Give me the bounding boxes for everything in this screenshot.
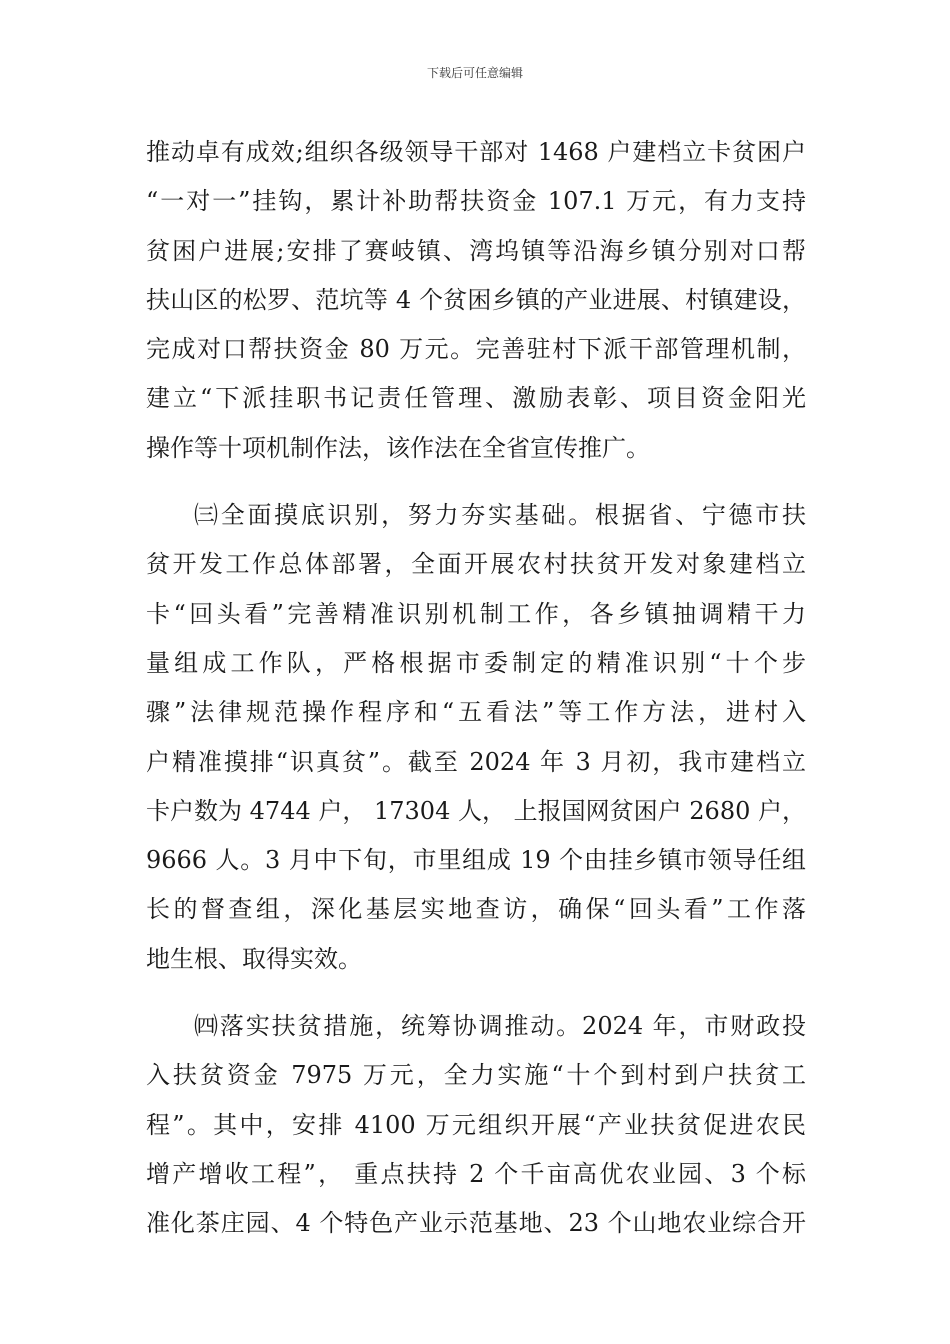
paragraph-gap bbox=[146, 984, 806, 1002]
text-line: 准化茶庄园、4 个特色产业示范基地、23 个山地农业综合开 bbox=[146, 1209, 806, 1238]
page-header: 下载后可任意编辑 bbox=[426, 66, 523, 80]
text-line: 量组成工作队，严格根据市委制定的精准识别“十个步 bbox=[146, 648, 806, 677]
text-line: 户精准摸排“识真贫”。截至 2024 年 3 月初，我市建档立 bbox=[146, 747, 806, 776]
text-line: “一对一”挂钩，累计补助帮扶资金 107.1 万元，有力支持 bbox=[146, 187, 806, 216]
text-line: 操作等十项机制作法，该作法在全省宣传推广。 bbox=[146, 433, 650, 462]
text-line: 卡“回头看”完善精准识别机制工作，各乡镇抽调精干力 bbox=[146, 599, 806, 628]
text-line: 推动卓有成效;组织各级领导干部对 1468 户建档立卡贫困户 bbox=[146, 138, 806, 166]
document-body bbox=[146, 128, 806, 1249]
paragraph bbox=[146, 128, 806, 473]
text-line: 扶山区的松罗、范坑等 4 个贫困乡镇的产业进展、村镇建设， bbox=[146, 285, 806, 314]
text-line: 贫困户进展;安排了赛岐镇、湾坞镇等沿海乡镇分别对口帮 bbox=[146, 236, 806, 265]
text-line: ㈢全面摸底识别，努力夯实基础。根据省、宁德市扶 bbox=[194, 501, 806, 530]
text-line: 9666 人。3 月中下旬，市里组成 19 个由挂乡镇市领导任组 bbox=[146, 846, 806, 875]
text-line: 长的督查组，深化基层实地查访，确保“回头看”工作落 bbox=[146, 895, 806, 924]
text-line: 程”。其中，安排 4100 万元组织开展“产业扶贫促进农民 bbox=[146, 1110, 806, 1139]
text-line: 入扶贫资金 7975 万元，全力实施“十个到村到户扶贫工 bbox=[146, 1061, 806, 1090]
paragraph bbox=[146, 491, 806, 984]
text-line: 卡户数为 4744 户， 17304 人， 上报国网贫困户 2680 户， bbox=[146, 796, 806, 825]
text-line: 建立“下派挂职书记责任管理、激励表彰、项目资金阳光 bbox=[146, 384, 806, 413]
text-line: 增产增收工程”， 重点扶持 2 个千亩高优农业园、3 个标 bbox=[146, 1159, 806, 1188]
text-line: 完成对口帮扶资金 80 万元。完善驻村下派干部管理机制， bbox=[146, 335, 806, 364]
paragraph bbox=[146, 1002, 806, 1248]
paragraph-gap bbox=[146, 473, 806, 491]
text-line: 贫开发工作总体部署，全面开展农村扶贫开发对象建档立 bbox=[146, 550, 806, 579]
text-line: ㈣落实扶贫措施，统筹协调推动。2024 年，市财政投 bbox=[194, 1012, 806, 1041]
text-line: 地生根、取得实效。 bbox=[146, 944, 362, 973]
text-line: 骤”法律规范操作程序和“五看法”等工作方法，进村入 bbox=[146, 698, 806, 727]
